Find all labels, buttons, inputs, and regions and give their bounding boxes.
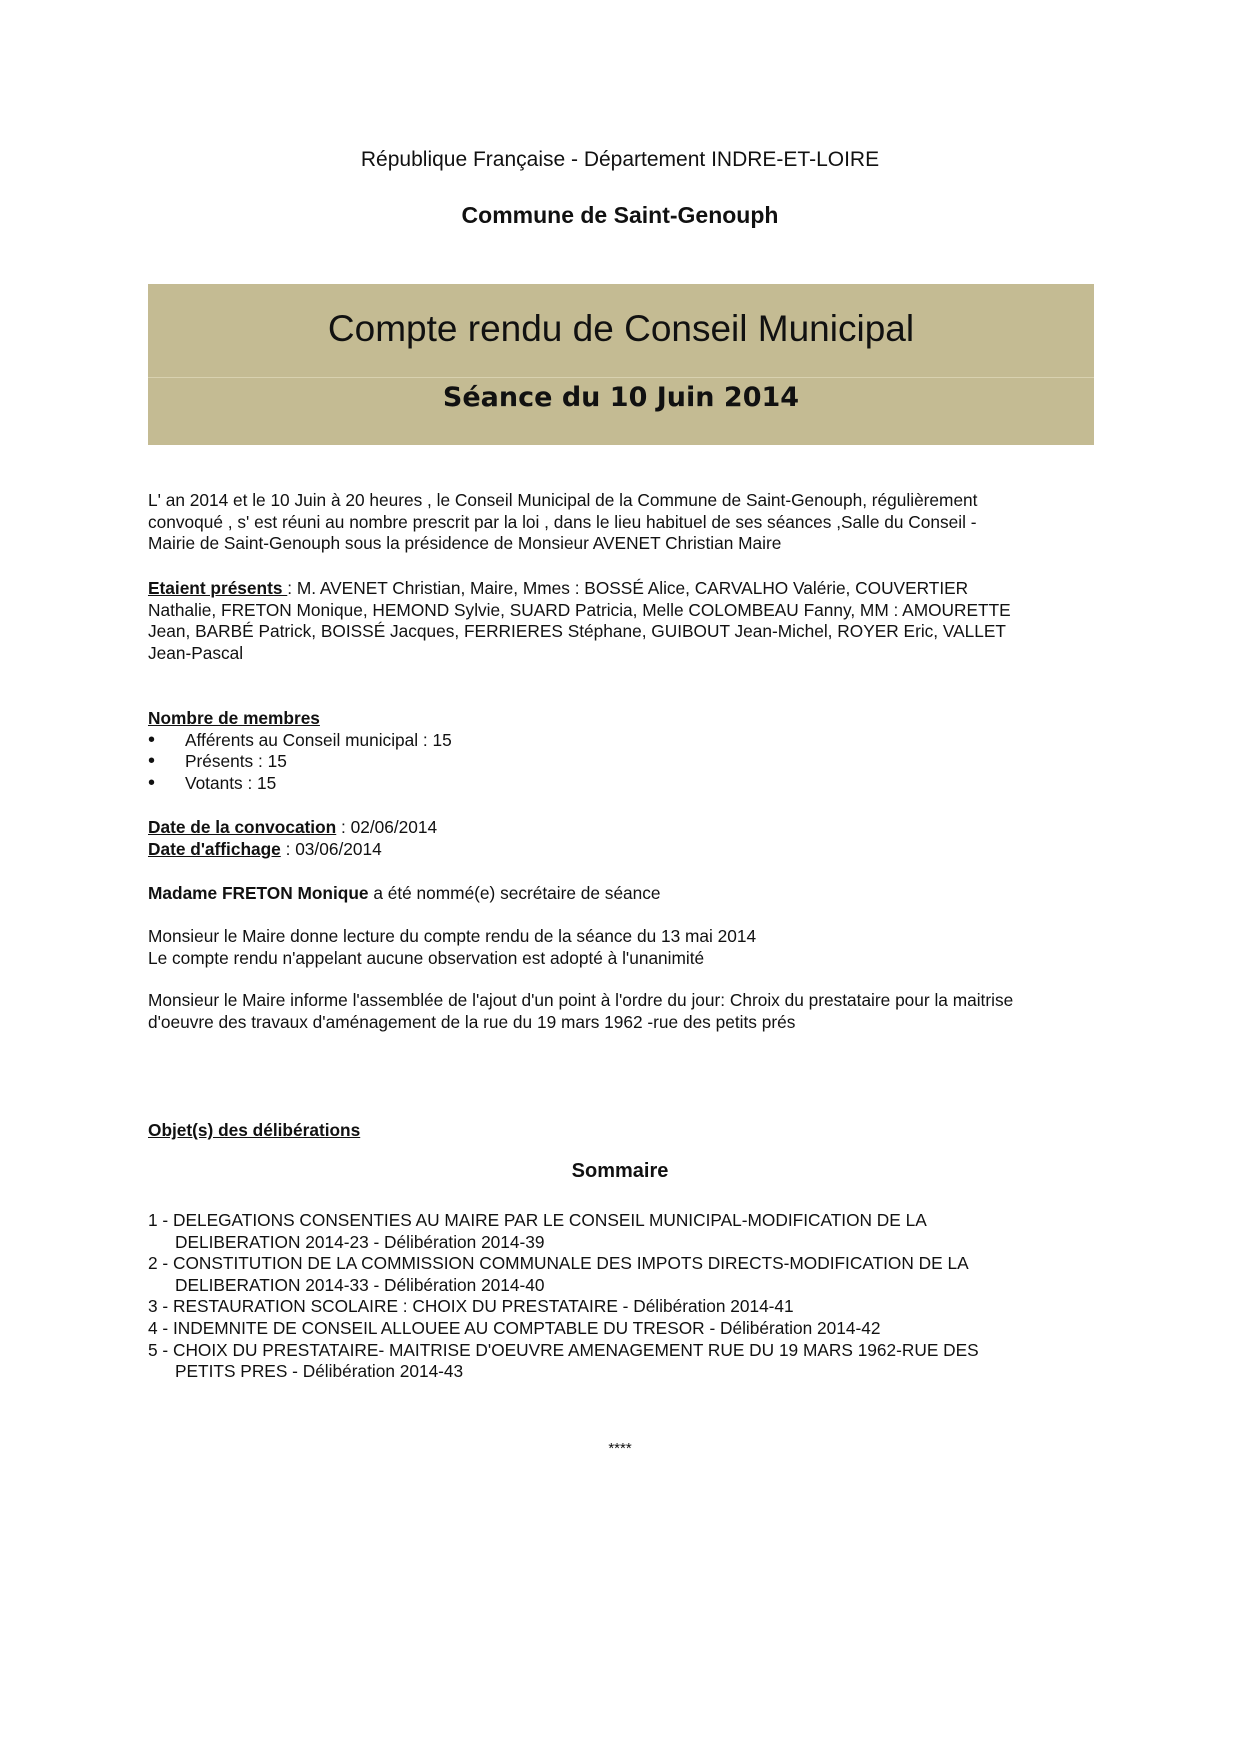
summary-line: PETITS PRES - Délibération 2014-43: [175, 1361, 464, 1382]
summary-line: DELIBERATION 2014-23 - Délibération 2014-39: [175, 1231, 545, 1252]
secretary-text: a été nommé(e) secrétaire de séance: [368, 883, 661, 903]
list-item: [148, 1318, 1098, 1340]
secretary-line: [148, 883, 1098, 905]
summary-line: 5 - CHOIX DU PRESTATAIRE- MAITRISE D'OEUVRE AMENAGEMENT RUE DU 19 MARS 1962-RUE DES: [148, 1339, 979, 1360]
document-title: Compte rendu de Conseil Municipal: [327, 308, 915, 349]
affichage-value: : 03/06/2014: [280, 838, 382, 859]
affichage-date: [148, 839, 1098, 861]
summary-line: 3 - RESTAURATION SCOLAIRE : CHOIX DU PRESTATAIRE - Délibération 2014-41: [148, 1296, 794, 1317]
members-section: [148, 708, 1098, 794]
list-item: [148, 1210, 1098, 1253]
dates-section: [148, 817, 1098, 860]
secretary-name: Madame FRETON Monique: [148, 883, 369, 903]
list-item: [148, 1253, 1098, 1296]
objets-label: Objet(s) des délibérations: [148, 1120, 361, 1140]
presents-line: Jean-Pascal: [148, 642, 244, 663]
intro-paragraph: [148, 490, 1098, 555]
objets-heading: [148, 1120, 1098, 1142]
intro-line: convoqué , s' est réuni au nombre prescrit par la loi , dans le lieu habituel de ses séances ,Salle du Conseil -: [148, 511, 977, 532]
session-date-title: Séance du 10 Juin 2014: [442, 382, 800, 413]
convocation-date: [148, 817, 1098, 839]
summary-line: 4 - INDEMNITE DE CONSEIL ALLOUEE AU COMPTABLE DU TRESOR - Délibération 2014-42: [148, 1317, 881, 1338]
end-stars: ****: [608, 1440, 632, 1457]
sommaire-title: Sommaire: [571, 1160, 669, 1182]
list-item: • Présents : 15: [148, 751, 1098, 773]
intro-line: Mairie de Saint-Genouph sous la présidence de Monsieur AVENET Christian Maire: [148, 533, 782, 554]
list-item: • Afférents au Conseil municipal : 15: [148, 730, 1098, 752]
agenda-line: d'oeuvre des travaux d'aménagement de la rue du 19 mars 1962 -rue des petits prés: [148, 1011, 796, 1032]
presents-line: Nathalie, FRETON Monique, HEMOND Sylvie, SUARD Patricia, Melle COLOMBEAU Fanny, MM : AMOURETTE: [148, 599, 1011, 620]
commune-name: Commune de Saint-Genouph: [461, 202, 779, 228]
banner-divider: [148, 377, 1094, 378]
presents-first-text: : M. AVENET Christian, Maire, Mmes : BOSSÉ Alice, CARVALHO Valérie, COUVERTIER: [287, 578, 969, 598]
members-list: [148, 730, 1098, 795]
sommaire-list-wrapper: [148, 1210, 1098, 1383]
agenda-paragraph: [148, 990, 1098, 1033]
republic-header: République Française - Département INDRE-ET-LOIRE: [360, 148, 880, 171]
agenda-line: Monsieur le Maire informe l'assemblée de l'ajout d'un point à l'ordre du jour: Chroix du prestataire pour la maitrise: [148, 990, 1014, 1010]
list-item: • Votants : 15: [148, 773, 1098, 795]
sommaire-list: [148, 1210, 1098, 1383]
reading-line: Le compte rendu n'appelant aucune observation est adopté à l'unanimité: [148, 947, 705, 968]
presents-first-line: [148, 578, 1098, 600]
presents-label: Etaient présents: [148, 578, 288, 598]
reading-line: Monsieur le Maire donne lecture du compte rendu de la séance du 13 mai 2014: [148, 926, 757, 946]
list-item: [148, 1296, 1098, 1318]
members-label: Nombre de membres: [148, 708, 320, 728]
list-item: [148, 1340, 1098, 1383]
presents-paragraph: [148, 578, 1098, 664]
reading-paragraph: [148, 926, 1098, 969]
title-banner: [148, 284, 1094, 445]
affichage-label: Date d'affichage: [148, 838, 281, 859]
convocation-label: Date de la convocation: [148, 817, 337, 837]
summary-line: 1 - DELEGATIONS CONSENTIES AU MAIRE PAR LE CONSEIL MUNICIPAL-MODIFICATION DE LA: [148, 1210, 927, 1230]
summary-line: 2 - CONSTITUTION DE LA COMMISSION COMMUNALE DES IMPOTS DIRECTS-MODIFICATION DE LA: [148, 1253, 969, 1274]
intro-line: L' an 2014 et le 10 Juin à 20 heures , le Conseil Municipal de la Commune de Saint-Genouph, régulièrement: [148, 490, 978, 510]
presents-line: Jean, BARBÉ Patrick, BOISSÉ Jacques, FERRIERES Stéphane, GUIBOUT Jean-Michel, ROYER Eric, VALLET: [148, 621, 1006, 642]
summary-line: DELIBERATION 2014-33 - Délibération 2014-40: [175, 1274, 545, 1295]
convocation-value: : 02/06/2014: [336, 817, 438, 837]
